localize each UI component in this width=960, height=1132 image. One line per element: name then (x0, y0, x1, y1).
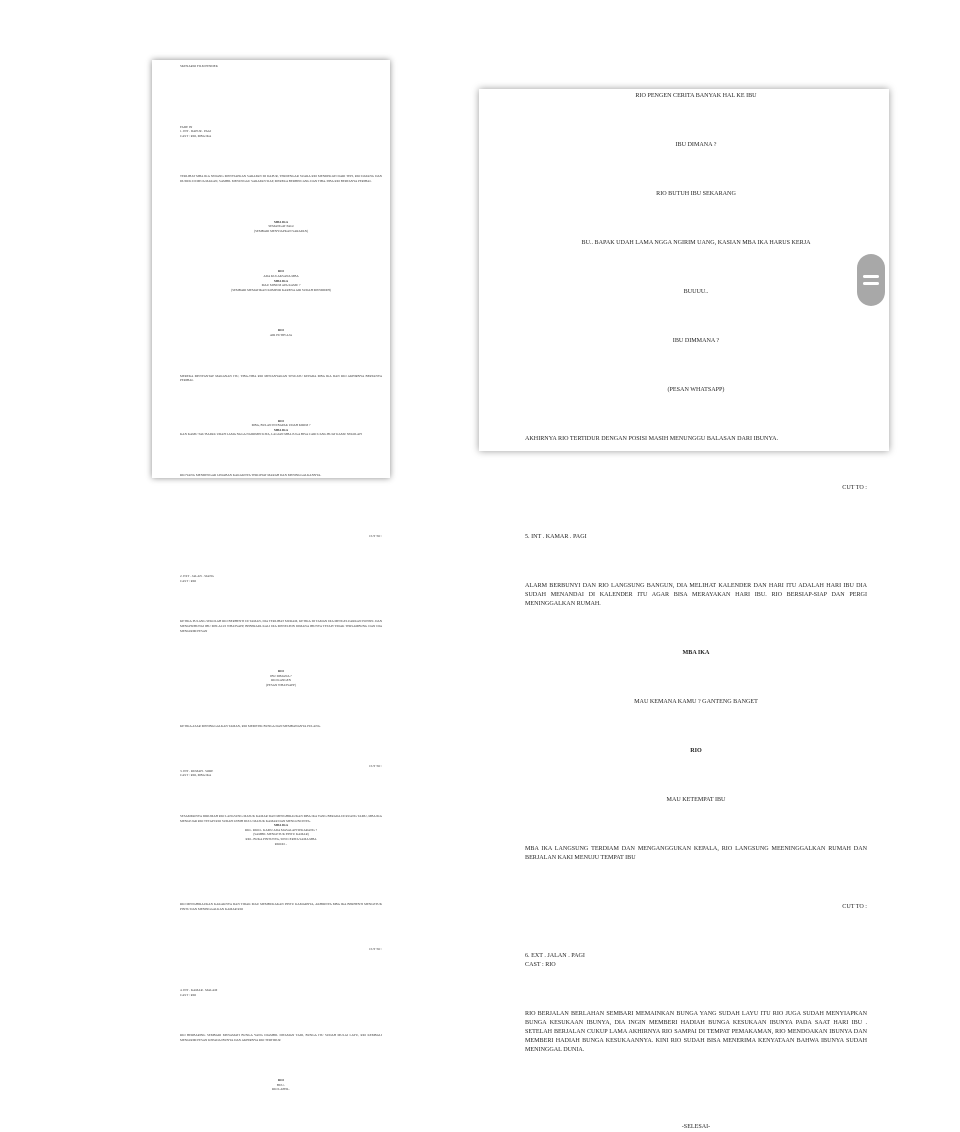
transition-text: CUT TO : (369, 533, 382, 538)
script-line: RIO BERBARING SEMBARI MENAMATI BUNGA YANG DIAMBIL DITAMAN TADI, BUNGA ITU SUDAH MULAI LAYU, RIO KEMBALI MENGIRIM PESAN KEPADA IBUNYA DAN AKHIRNYA RIO TERTIDUR (180, 1033, 382, 1042)
line-spacer (180, 105, 382, 109)
character-name: RIO (277, 669, 285, 674)
character-name: MBA IKA (273, 823, 289, 828)
document-page-left (152, 60, 390, 1092)
script-line: RIO BERJALAN BERLAHAN SEMBARI MEMAINKAN BUNGA YANG SUDAH LAYU ITU RIO JUGA SUDAH MENYIAPKAN BUNGA KESUKAAN IBUNYA, DIA INGIN MEMBERI HADIAH BUNGA KESUKAAN IBUNYA PADA SAAT HARI IBU . SETELAH BERJALAN CUKUP LAMA AKHIRNYA RIO SAMPAI DI TEMPAT PEMAKAMAN, RIO MENDOAKAN IBUNYA DAN MEMBERI HADIAH BUNGA KESUKAANNYA. KINI RIO SUDAH BISA MENERIMA KENYATAAN BAHWA IBUNYA SUDAH MENINGGAL DUNIA. (525, 1011, 867, 1053)
script-line: MAU MINUM APA KAMU ? (261, 283, 301, 288)
transition-text: CUT TO : (842, 485, 867, 491)
script-line: RIO YANG MENDENGAR JAWABAN KAKAKNYA TERLIHAT MARAH DAN MENINGGALKANNYA. (180, 473, 322, 478)
line-spacer (180, 704, 382, 708)
line-spacer (180, 649, 382, 653)
line-spacer (180, 794, 382, 798)
script-line: KAN KAMU TAU BAPAK UDAH LAMA NGGA NGIRIMIN KITA, LAGIAN MBA JUGA BISA CARI UANG BUAT KAMU SEKOLAH (180, 432, 362, 437)
script-line: RIO KANGEN (271, 678, 291, 683)
script-line: 2. EXT . JALAN . SIANG (180, 574, 214, 579)
line-spacer (180, 968, 382, 972)
line-spacer (180, 308, 382, 312)
script-line: MAU KETEMPAT IBU (666, 797, 726, 803)
line-spacer (180, 249, 382, 253)
character-name: RIO (277, 418, 285, 423)
script-line: ALARM BERBUNYI DAN RIO LANGSUNG BANGUN, DIA MELIHAT KALENDER DAN HARI ITU ADALAH HARI IBU DIA SUDAH MENANDAI DI KALENDER ITU AGAR BISA MERAYAKAN HARI IBU. RIO BERSIAP-SIAP DAN PERGI MENINGGALKAN RUMAH. (525, 583, 867, 607)
script-line: SEMANGAT PAGI (268, 224, 294, 229)
script-line: SKENARIO FILM PENDEK (180, 64, 218, 68)
script-line: RIO MENGHIRAUKAN KAKAKNYA DAN TIDAK MAU MEMBUKAKAN PINTU KAMARNYA, AKHIRNYA MBA IKA BERHENTI MENGETUK PINTU DAN MENINGGALKAN KAMAR RIO (180, 902, 382, 911)
script-line: AKHIRNYA RIO TERTIDUR DENGAN POSISI MASIH MENUNGGU BALASAN DARI IBUNYA. (525, 436, 779, 442)
line-spacer (180, 554, 382, 558)
line-spacer (525, 313, 867, 321)
script-line: CAST : RIO (525, 962, 556, 968)
character-name: RIO (690, 748, 702, 754)
script-line: RIO.. RIOO.. KAMU ADA MASALAH SEKARANG ? (244, 827, 318, 832)
line-spacer (180, 514, 382, 518)
line-spacer (525, 986, 867, 994)
script-line: MBA, BULAN INI BAPAK UDAH KIRIM ? (251, 423, 311, 428)
line-spacer (525, 117, 867, 125)
line-spacer (180, 882, 382, 886)
line-spacer (525, 723, 867, 731)
character-name: MBA IKA (682, 650, 710, 656)
document-page-right (479, 89, 889, 1130)
character-name: RIO (277, 269, 285, 274)
line-spacer (180, 1058, 382, 1062)
line-spacer (525, 166, 867, 174)
line-spacer (180, 200, 382, 204)
line-spacer (525, 1071, 867, 1083)
script-line: 4. INT . KAMAR . MALAM (180, 987, 218, 992)
line-spacer (525, 215, 867, 223)
script-line: MEREKA MENYANTAP MAKANAN ITU, TIBA-TIBA RIO MENANYAKAN SESUATU KEPADA MBA IKA DAN RIO AKHIRNYA BERTANYA PERIHAL (180, 373, 382, 383)
transition-text: CUT TO : (842, 904, 867, 910)
script-line: BUU.. (276, 1082, 286, 1087)
grip-line-icon (863, 275, 879, 278)
line-spacer (525, 1099, 867, 1107)
character-name: RIO (277, 328, 285, 333)
script-line: 1. INT . DAPUR . PAGI (180, 129, 212, 134)
script-line: FADE IN (180, 124, 193, 129)
script-line: TERLIHAT MBA IKA SEDANG MENYIAPKAN SARAPAN DI DAPUR, TERDENGAR SUARA RIO MENDEKATI DARI TEPI, RIO DATANG DAN DUDUK DI MEJA MAKAN, SAMBIL MENUNGGU SARAPAN SIAP, MEREKA BERBINCANG DAN TIBA-TIBA RIO BERTANYA PERIHAL (180, 174, 382, 183)
script-line: KETIKA PULANG SEKOLAH RIO BERHENTI DI TAMAN, DIA TERLIHAT MURAM, KETIKA DI TAMAN DIA MENGELUARKAN PONSEL DAN MENGHUBUNGI IBU MELALUI WHATSAPP, BEBERAPA KALI DIA MENELPON DIMANA IBUNYA TETAPI TIDAK TERSAMBUNG DAN DIA MENGIRIM PESAN (180, 619, 382, 633)
script-line: 6. EXT . JALAN . PAGI (525, 953, 585, 959)
line-spacer (180, 453, 382, 457)
script-line: (PESAN WHATSAPP) (266, 683, 296, 687)
script-line: CAST : RIO (180, 578, 197, 583)
character-name: MBA IKA (273, 219, 289, 224)
script-line: IBU DIMANA ? (675, 142, 717, 148)
script-line: -SELESAI- (681, 1124, 711, 1130)
line-spacer (525, 772, 867, 780)
line-spacer (180, 494, 382, 498)
script-line: RIOOO .. (274, 841, 288, 846)
line-spacer (525, 264, 867, 272)
script-line: MAU KEMANA KAMU ? GANTENG BANGET (634, 699, 758, 705)
script-line: CAST : RIO, MBA IKA (180, 773, 212, 778)
script-line: IBU DIMANA ? (270, 673, 292, 678)
line-spacer (180, 744, 382, 748)
character-name: MBA IKA (273, 427, 289, 432)
script-line: SESAMPAINYA DIRUMAH RIO LANGSUNG MASUK KAMAR DAN MENGHIRAUKAN MBA IKA YANG BERADA DI RUANG TAMU, MBA IKA MENGEJAR RIO TETAPI RIO SUDAH LEBIH DULU MASUK KAMAR DAN MENGUNCINYA. (180, 813, 382, 823)
line-spacer (525, 411, 867, 419)
line-spacer (180, 399, 382, 403)
line-spacer (525, 928, 867, 936)
character-name: MBA IKA (273, 278, 289, 283)
script-line: KETIKA ASAR MENINGGALKAN TAMAN, RIO MEMETIK BUNGA DAN MEMBAWANYA PULANG. (180, 723, 321, 728)
line-spacer (180, 927, 382, 931)
line-spacer (525, 625, 867, 633)
script-line: RIO BUTUH IBU SEKARANG (656, 191, 736, 197)
character-name: RIO (277, 1078, 285, 1083)
script-line: RIO LAPER.. (272, 1087, 290, 1092)
line-spacer (180, 354, 382, 358)
script-line: 5. INT . KAMAR . PAGI (525, 534, 587, 540)
line-spacer (180, 154, 382, 158)
line-spacer (180, 599, 382, 603)
script-line: AIR PUTIH AJA (269, 332, 293, 337)
script-line: IBU DIMMANA ? (672, 338, 720, 344)
line-spacer (180, 1013, 382, 1017)
script-line: CAST : RIO, MBA IKA (180, 133, 212, 138)
script-line: BUUUU.. (683, 289, 709, 295)
line-spacer (525, 362, 867, 370)
line-spacer (525, 674, 867, 682)
line-spacer (525, 821, 867, 829)
script-line: (SEMBARI MENYIAPKAN SARAPAN) (254, 228, 308, 233)
script-line: 3. INT . RUMAH . SORE (180, 768, 214, 773)
line-spacer (525, 509, 867, 517)
scroll-handle[interactable] (857, 254, 885, 306)
script-line: BU.. BAPAK UDAH LAMA NGGA NGIRIM UANG, KASIAN MBA IKA HARUS KERJA (581, 240, 811, 246)
script-line: (SEMBARI MEMATIKAN KOMPOR KARENA AIR SUDAH MENDIDIH) (231, 287, 331, 292)
transition-text: CUT TO : (369, 764, 382, 769)
transition-text: CUT TO : (369, 947, 382, 952)
line-spacer (525, 460, 867, 468)
line-spacer (180, 85, 382, 89)
script-line: RIO PENGEN CERITA BANYAK HAL KE IBU (635, 93, 757, 99)
grip-line-icon (863, 282, 879, 285)
script-line: (SAMBIL MENGETUK PINTU KAMAR) (253, 832, 309, 837)
line-spacer (180, 862, 382, 866)
script-line: (PESAN WHATSAPP) (667, 387, 725, 393)
script-line: RIO.. BUKA PINTUNYA, SINI CERITA SAMA MBA (245, 836, 317, 841)
script-line: ADA KULAKSANA MBA (263, 273, 299, 278)
script-line: CAST : RIO (180, 992, 197, 997)
line-spacer (525, 558, 867, 566)
line-spacer (525, 879, 867, 887)
script-line: MBA IKA LANGSUNG TERDIAM DAN MENGANGGUKAN KEPALA, RIO LANGSUNG MEENINGGALKAN RUMAH DAN BERJALAN KAKI MENUJU TEMPAT IBU (525, 846, 867, 861)
